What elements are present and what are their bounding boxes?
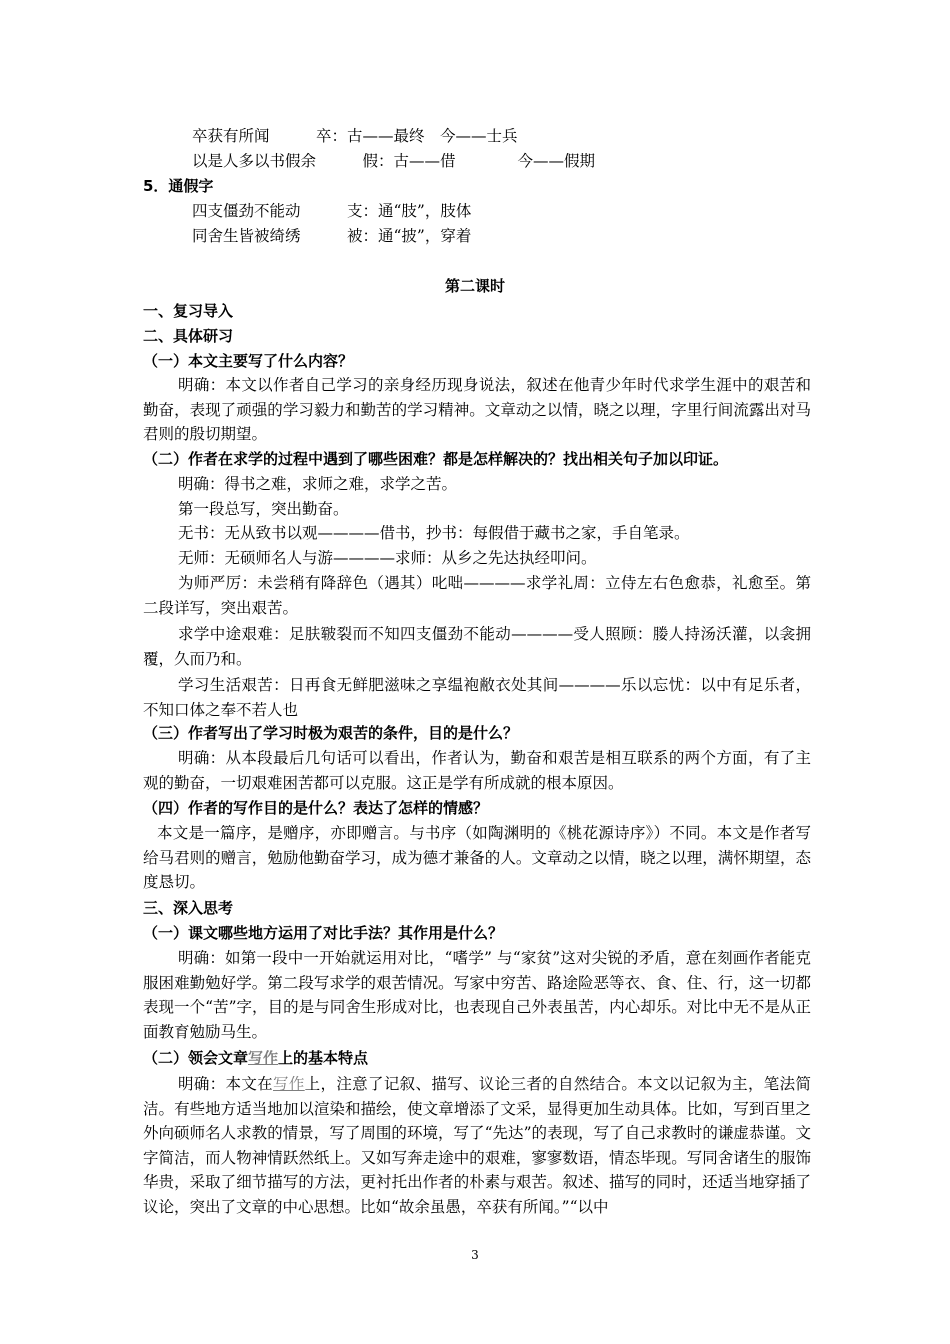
writing-link-inline[interactable]: 写作 [273, 1075, 305, 1093]
answer-2b: 第一段总写，突出勤奋。 [178, 500, 349, 518]
question-3: （三）作者写出了学习时极为艰苦的条件，目的是什么？ [143, 724, 519, 742]
vocab-line-zu: 卒获有所闻 卒：古——最终 今——士兵 [192, 127, 518, 145]
question-1: （一）本文主要写了什么内容？ [143, 352, 354, 370]
answer-6-post: 上，注意了记叙、描写、议论三者的自然结合。本文以记叙为主，笔法简洁。有些地方适当地加以渲染和描绘，使文章增添了文采，显得更加生动具体。比如，写到百里之外向硕师名人求教的情景，写了周围的环境，写了“先达”的表现，写了自己求教时的谦虚恭谨。文字简洁，而人物神情跃然纸上。又如写奔走途中的艰难，寥寥数语，情态毕现。写同舍诸生的服饰华贵，采取了细节描写的方法，更衬托出作者的朴素与艰苦。叙述、描写的同时，还适当地穿插了议论，突出了文章的中心思想。比如“故余虽愚，卒获有所闻。”“以中 [143, 1075, 811, 1216]
section-heading-review: 一、复习导入 [143, 302, 234, 320]
question-4: （四）作者的写作目的是什么？表达了怎样的情感？ [143, 799, 489, 817]
vocab-line-jia: 以是人多以书假余 假：古——借 今——假期 [192, 152, 596, 170]
question-6-pre: （二）领会文章 [143, 1049, 249, 1067]
vocab-line-bei: 同舍生皆被绮绣 被：通“披”，穿着 [192, 227, 472, 245]
writing-link[interactable]: 写作 [248, 1049, 279, 1067]
section-heading-study: 二、具体研习 [143, 327, 234, 345]
answer-2e: 为师严厉：未尝稍有降辞色（遇其）叱咄————求学礼周：立侍左右色愈恭，礼愈至。第二段详写，突出艰苦。 [143, 574, 811, 617]
answer-5: 明确：如第一段中一开始就运用对比，“嗜学” 与“家贫”这对尖锐的矛盾，意在刻画作者能克服困难勤勉好学。第二段写求学的艰苦情况。写家中穷苦、路途险恶等衣、食、住、行，这一切都表现一个“苦”字，目的是与同舍生形成对比，也表现自己外表虽苦，内心却乐。对比中无不是从正面教育勉励马生。 [143, 949, 811, 1041]
answer-6 [143, 1072, 811, 1219]
answer-6-pre: 明确：本文在 [178, 1075, 273, 1093]
vocab-line-zhi: 四支僵劲不能动 支：通“肢”，肢体 [192, 202, 472, 220]
question-2: （二）作者在求学的过程中遇到了哪些困难？都是怎样解决的？找出相关句子加以印证。 [143, 450, 729, 468]
question-6-post: 上的基本特点 [278, 1049, 369, 1067]
answer-4: 本文是一篇序，是赠序，亦即赠言。与书序（如陶渊明的《桃花源诗序》）不同。本文是作者写给马君则的赠言，勉励他勤奋学习，成为德才兼备的人。文章动之以情，晓之以理，满怀期望，态度恳切。 [143, 824, 811, 891]
section-heading-deep-thinking: 三、深入思考 [143, 899, 234, 917]
answer-2a: 明确：得书之难，求师之难，求学之苦。 [178, 475, 458, 493]
lesson-title: 第二课时 [444, 277, 505, 295]
page-number: 3 [471, 1248, 479, 1262]
answer-2d: 无师：无硕师名人与游————求师：从乡之先达执经叩问。 [178, 549, 597, 567]
answer-3: 明确：从本段最后几句话可以看出，作者认为，勤奋和艰苦是相互联系的两个方面，有了主观的勤奋，一切艰难困苦都可以克服。这正是学有所成就的根本原因。 [143, 749, 811, 792]
answer-2g: 学习生活艰苦：日再食无鲜肥滋味之享缊袍敝衣处其间————乐以忘忧：以中有足乐者，不知口体之奉不若人也 [143, 676, 811, 719]
answer-1: 明确：本文以作者自己学习的亲身经历现身说法，叙述在他青少年时代求学生涯中的艰苦和勤奋，表现了顽强的学习毅力和勤苦的学习精神。文章动之以情，晓之以理，字里行间流露出对马君则的殷切期望。 [143, 376, 811, 443]
answer-2f: 求学中途艰难：足肤皲裂而不知四支僵劲不能动————受人照顾：媵人持汤沃灌，以衾拥覆，久而乃和。 [143, 625, 811, 668]
question-5: （一）课文哪些地方运用了对比手法？其作用是什么？ [143, 924, 504, 942]
answer-2c: 无书：无从致书以观————借书，抄书：每假借于藏书之家，手自笔录。 [178, 524, 690, 542]
section-heading-tongjiazi: 5．通假字 [143, 177, 214, 195]
question-6 [143, 1048, 368, 1068]
